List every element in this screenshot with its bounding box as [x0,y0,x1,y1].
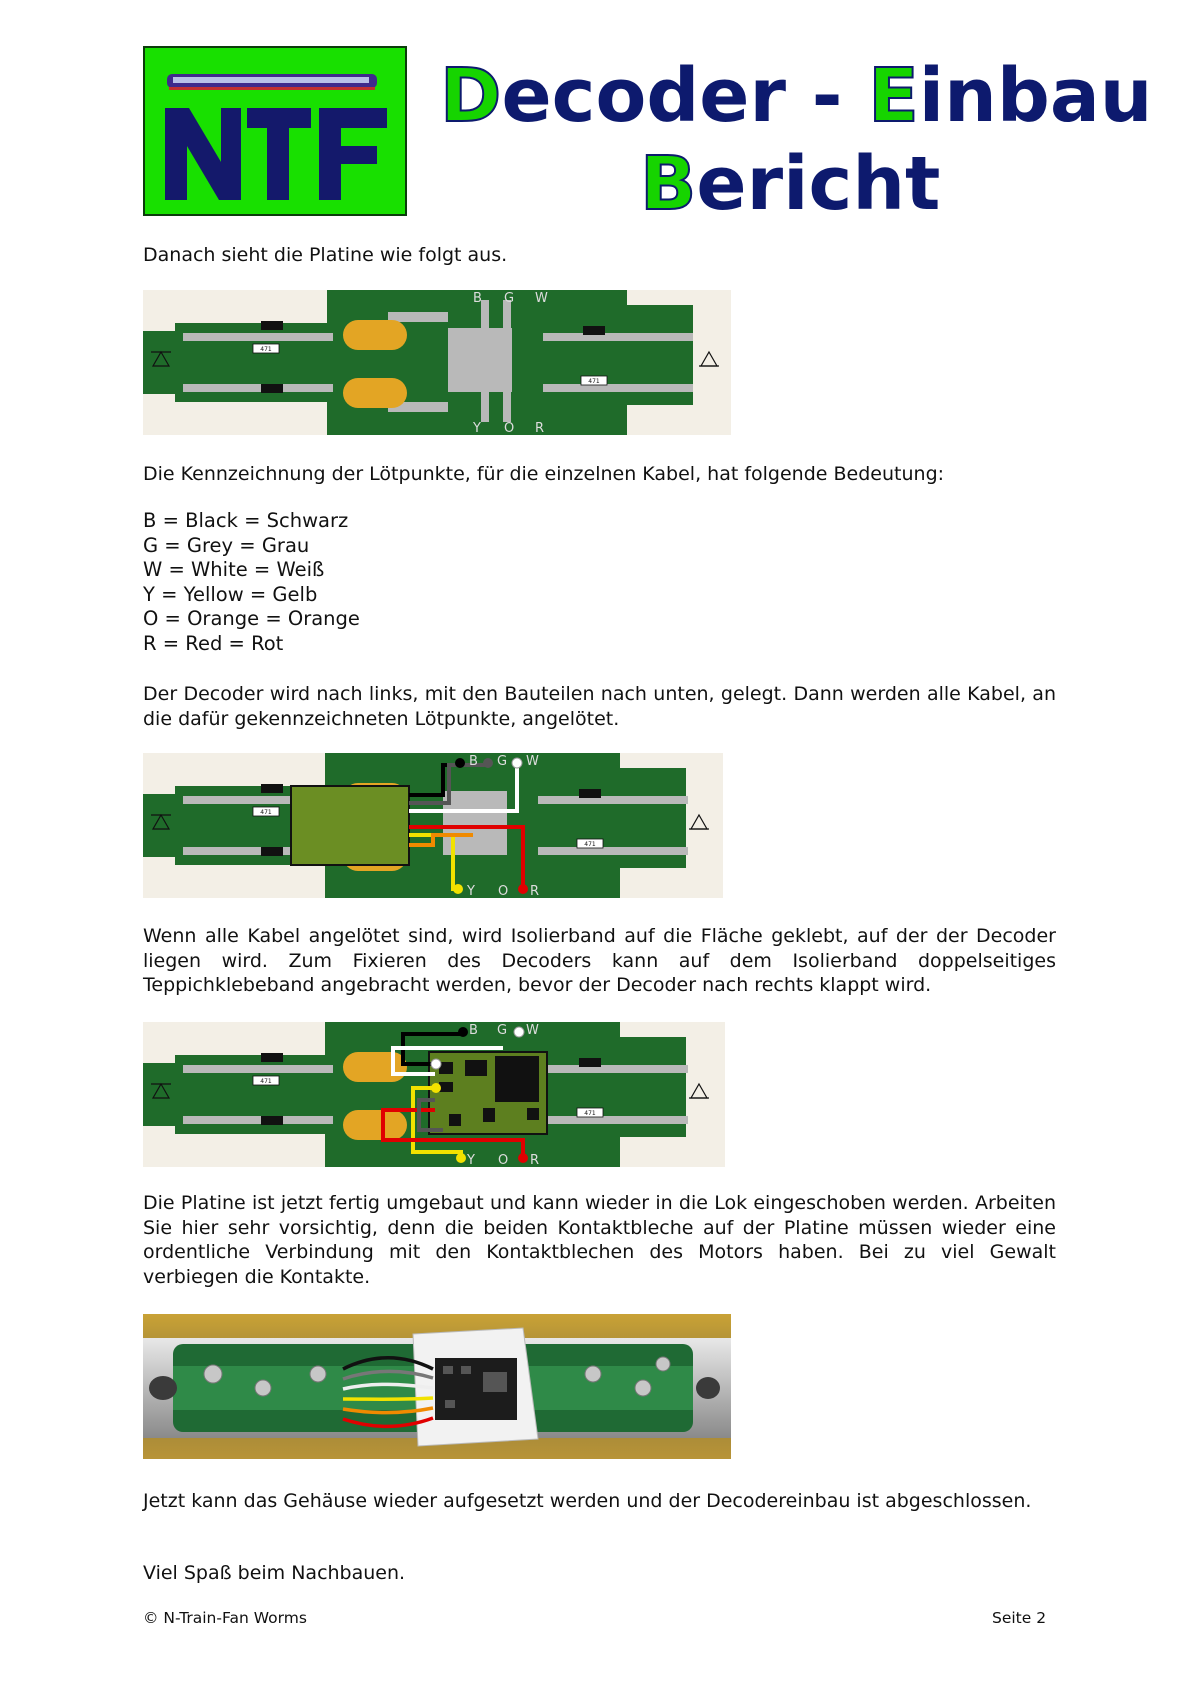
legend-item: B = Black = Schwarz [143,509,349,532]
ntf-logo [143,46,407,216]
resistor-label-2: 471 [588,378,600,385]
paragraph-isolation: Wenn alle Kabel angelötet sind, wird Isolierband auf die Fläche geklebt, auf der der Decoder liegen wird. Zum Fixieren des Decoders kann auf dem Isolierband doppelseitiges Teppichklebeband angebracht werden, bevor der Decoder nach rechts klappt wird. [143,925,1056,996]
board-diagram-wired [143,753,723,898]
legend-list [143,509,360,656]
legend-item: R = Red = Rot [143,631,284,655]
pad-label-y: Y [473,421,481,435]
pad-label-b: B [473,291,482,306]
pad-label-o: O [498,1153,509,1167]
pad-label-w: W [535,291,548,306]
title-initial-d: D [440,53,502,139]
ntf-logo-graphic [159,58,391,206]
resistor-label-1: 471 [260,346,272,353]
pad-label-b: B [469,1023,478,1038]
pad-label-w: W [526,1023,539,1038]
pad-label-b: B [469,754,478,769]
board-diagram-bare [143,290,731,435]
title-initial-b: B [640,141,697,227]
legend-item: O = Orange = Orange [143,607,360,630]
pad-label-g: G [497,754,508,769]
legend-item: G = Grey = Grau [143,533,310,557]
intro-text: Danach sieht die Platine wie folgt aus. [143,244,508,266]
resistor-label-3: 471 [260,809,272,816]
title-text-ecoder: ecoder - [501,53,869,139]
pad-label-r: R [530,1153,540,1167]
pad-label-y: Y [467,884,475,898]
legend-item: W = White = Weiß [143,558,325,581]
pad-label-g: G [497,1023,508,1038]
pad-label-o: O [498,884,509,898]
title-initial-e: E [868,53,919,139]
pad-label-w: W [526,754,539,769]
resistor-label-4: 471 [584,841,596,848]
legend-intro: Die Kennzeichnung der Lötpunkte, für die einzelnen Kabel, hat folgende Bedeutung: [143,463,945,485]
footer-page-number: Seite 2 [992,1609,1047,1627]
resistor-label-6: 471 [584,1110,596,1117]
page-title-line2 [640,141,941,227]
decoder-block [291,786,409,865]
pad-label-g: G [504,291,515,306]
pad-label-r: R [535,421,545,435]
finished-board-photo [143,1314,731,1459]
title-text-ericht: ericht [696,141,941,227]
closing-text: Viel Spaß beim Nachbauen. [143,1562,406,1584]
pad-label-r: R [530,884,540,898]
page-title-line1 [440,53,1153,139]
paragraph-final: Jetzt kann das Gehäuse wieder aufgesetzt werden und der Decodereinbau ist abgeschlossen. [143,1490,1032,1512]
legend-item: Y = Yellow = Gelb [143,582,318,606]
resistor-label-5: 471 [260,1078,272,1085]
paragraph-decoder: Der Decoder wird nach links, mit den Bauteilen nach unten, gelegt. Dann werden alle Kabel, an die dafür gekennzeichneten Lötpunkte, angelötet. [143,683,1056,730]
pad-label-y: Y [467,1153,475,1167]
paragraph-platine: Die Platine ist jetzt fertig umgebaut und kann wieder in die Lok eingeschoben werden. Arbeiten Sie hier sehr vorsichtig, denn die beiden Kontaktbleche auf der Platine müssen wieder eine ordentliche Verbindung mit den Kontaktblechen des Motors haben. Bei zu viel Gewalt verbiegen die Kontakte. [143,1192,1056,1288]
board-diagram-folded [143,1022,725,1167]
footer-copyright: © N-Train-Fan Worms [143,1609,307,1627]
title-text-inbau: inbau [918,53,1153,139]
pad-label-o: O [504,421,515,435]
